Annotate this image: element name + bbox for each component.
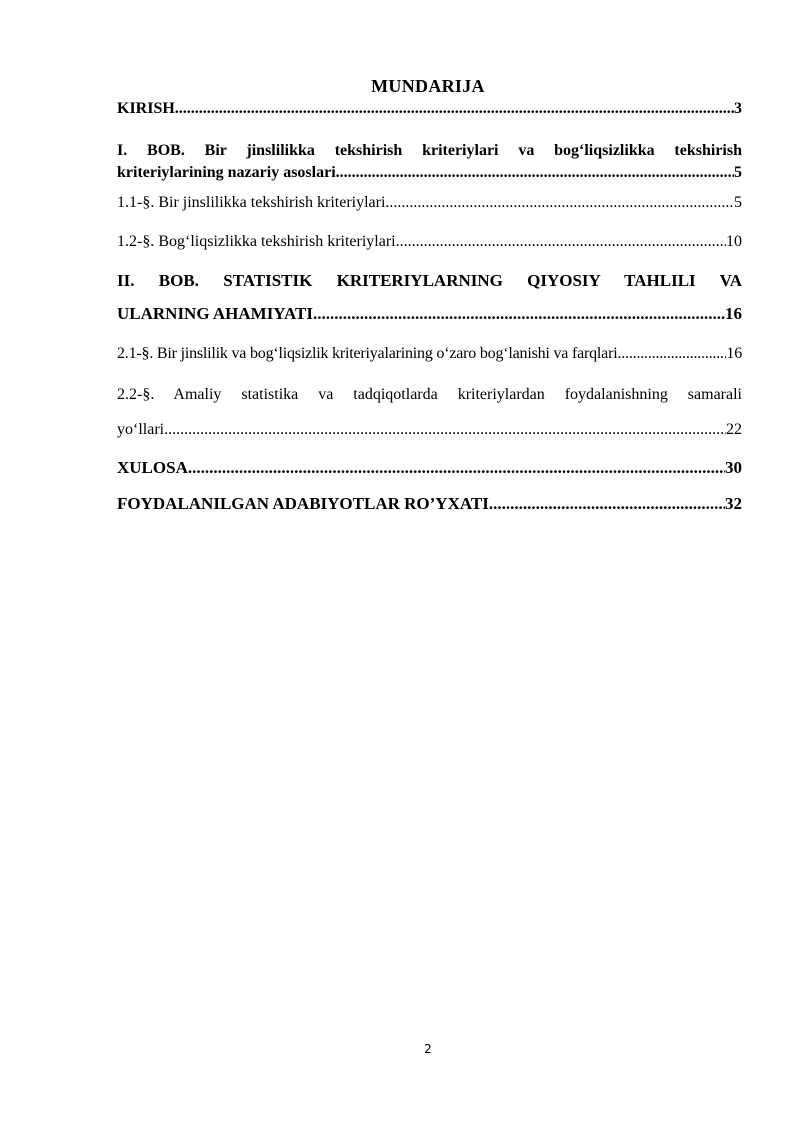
toc-entry-label-continued: ULARNING AHAMIYATI <box>117 304 313 323</box>
toc-entry-label-continued: yo‘llari <box>117 421 165 438</box>
toc-entry-label: II. BOB. STATISTIK KRITERIYLARNING QIYOSIY TAHLILI VA <box>117 271 742 290</box>
toc-entry-adabiyotlar[interactable] <box>117 487 742 520</box>
page-number: 2 <box>424 1042 432 1056</box>
toc-entry-label: 1.1-§. Bir jinslilikka tekshirish kriteriylari <box>117 194 386 211</box>
dot-leader <box>617 343 726 365</box>
toc-page-number: 3 <box>734 100 742 117</box>
toc-entry-label: I. BOB. Bir jinslilikka tekshirish kriteriylari va bog‘liqsizlikka tekshirish <box>117 142 742 159</box>
toc-page-number: 10 <box>726 233 742 250</box>
toc-entry-section-1-2[interactable] <box>117 231 742 253</box>
toc-page-number: 32 <box>725 494 742 513</box>
dot-leader <box>336 162 734 184</box>
toc-entry-xulosa[interactable] <box>117 451 742 484</box>
toc-entry-kirish[interactable] <box>117 98 742 120</box>
toc-entry-section-2-1[interactable] <box>117 343 742 365</box>
dot-leader <box>489 487 725 520</box>
dot-leader <box>188 451 725 484</box>
dot-leader <box>396 231 726 253</box>
toc-entry-label: 2.1-§. Bir jinslilik va bog‘liqsizlik kriteriyalarining o‘zaro bog‘lanishi va farqlari <box>117 345 618 362</box>
toc-entry-chapter-2[interactable] <box>117 264 742 330</box>
dot-leader <box>385 192 734 214</box>
toc-entry-label: XULOSA <box>117 458 188 477</box>
toc-entry-section-2-2[interactable] <box>117 377 742 447</box>
dot-leader <box>313 297 725 330</box>
toc-entry-section-1-1[interactable] <box>117 192 742 214</box>
toc-entry-chapter-1[interactable] <box>117 140 742 184</box>
toc-entry-label-continued: kriteriylarining nazariy asoslari <box>117 164 336 181</box>
toc-entry-label: FOYDALANILGAN ADABIYOTLAR RO’YXATI <box>117 494 489 513</box>
toc-entry-label: 2.2-§. Amaliy statistika va tadqiqotlarda kriteriylardan foydalanishning samarali <box>117 386 742 403</box>
dot-leader <box>175 98 734 120</box>
toc-title: MUNDARIJA <box>371 76 485 96</box>
toc-entry-label: 1.2-§. Bog‘liqsizlikka tekshirish kriteriylari <box>117 233 396 250</box>
toc-page-number: 5 <box>734 194 742 211</box>
toc-entry-label: KIRISH <box>117 100 175 117</box>
toc-page-number: 16 <box>726 345 742 362</box>
dot-leader <box>164 412 726 447</box>
toc-page-number: 16 <box>725 304 742 323</box>
toc-page-number: 30 <box>725 458 742 477</box>
toc-page-number: 22 <box>726 421 742 438</box>
toc-page-number: 5 <box>734 164 742 181</box>
